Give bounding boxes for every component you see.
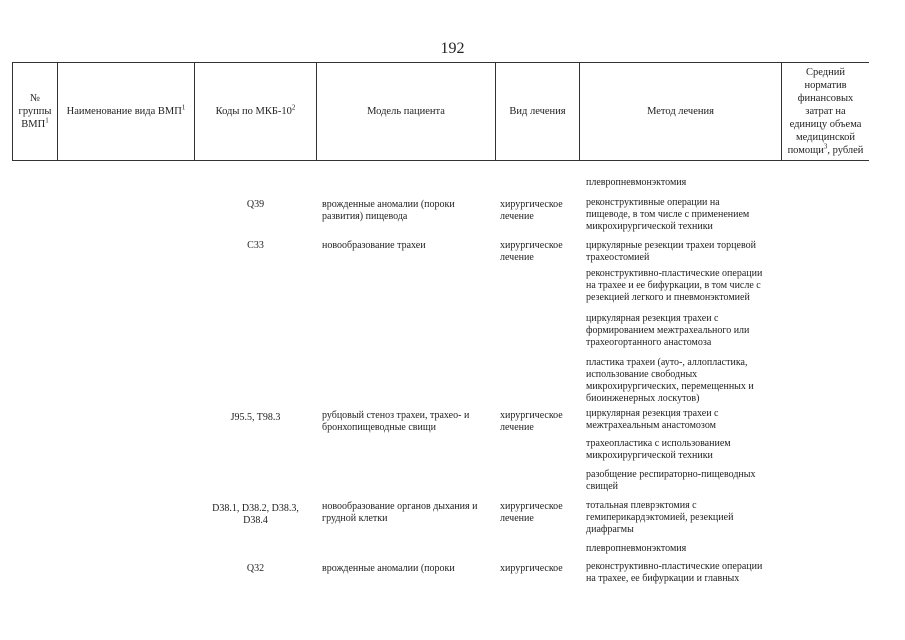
treatment-type-text: хирургическое — [500, 501, 563, 512]
treatment-method-text: микрохирургических, перемещенных и — [586, 381, 754, 392]
treatment-method-text: пластика трахеи (ауто-, аллопластика, — [586, 357, 748, 368]
treatment-method-text: биоинженерных лоскутов) — [586, 393, 700, 404]
treatment-method-text: плевропневмонэктомия — [586, 543, 687, 554]
icd-code: C33 — [247, 240, 264, 251]
treatment-method-text: диафрагмы — [586, 524, 634, 535]
treatment-method-text: плевропневмонэктомия — [586, 177, 687, 188]
treatment-method-text: циркулярная резекция трахеи с — [586, 313, 719, 324]
header-icd-codes: Коды по МКБ-$10^2$ — [215, 103, 296, 117]
treatment-method-text: циркулярные резекции трахеи торцевой — [586, 240, 756, 251]
treatment-method-text: тотальная плеврэктомия с — [586, 500, 697, 511]
treatment-method-text: межтрахеальным анастомозом — [586, 420, 716, 431]
treatment-method-text: на трахее, ее бифуркации и главных — [586, 573, 740, 584]
treatment-method-text: трахеогортанного анастомоза — [586, 337, 712, 348]
patient-model-text: развития) пищевода — [322, 211, 408, 222]
treatment-type-text: хирургическое — [500, 240, 563, 251]
icd-code: J95.5, T98.3 — [230, 412, 281, 423]
icd-code: D38.1, D38.2, D38.3, — [212, 503, 299, 514]
treatment-method-text: использование свободных — [586, 369, 698, 380]
treatment-method-text: микрохирургической техники — [586, 221, 713, 232]
icd-code: Q39 — [246, 199, 265, 210]
treatment-method-text: свищей — [586, 481, 619, 492]
treatment-type-text: лечение — [500, 422, 534, 433]
treatment-method-text: разобщение респираторно-пищеводных — [586, 469, 756, 480]
treatment-method-text: пищеводе, в том числе с применением — [586, 209, 750, 220]
treatment-method-text: реконструктивно-пластические операции — [586, 268, 763, 279]
treatment-method-text: гемиперикардэктомией, резекцией — [586, 512, 734, 523]
patient-model-text: грудной клетки — [322, 513, 388, 524]
header-group-number: № группы ВМП$^1$ — [18, 92, 52, 130]
treatment-type-text: хирургическое — [500, 563, 563, 574]
header-average-cost: Средний норматив финансовых затрат на единицу объема медицинской помощи$^3$, рублей — [787, 66, 864, 156]
treatment-type-text: хирургическое — [500, 199, 563, 210]
patient-model-text: бронхопищеводные свищи — [322, 422, 436, 433]
patient-model-text: врожденные аномалии (пороки — [322, 563, 455, 574]
header-treatment-method: Метод лечения — [647, 105, 714, 117]
treatment-method-text: на трахее и ее бифуркации, в том числе с — [586, 280, 761, 291]
patient-model-text: рубцовый стеноз трахеи, трахео- и — [322, 410, 470, 421]
treatment-method-text: микрохирургической техники — [586, 450, 713, 461]
treatment-method-text: формированием межтрахеального или — [586, 325, 750, 336]
treatment-type-text: лечение — [500, 211, 534, 222]
header-patient-model: Модель пациента — [367, 105, 445, 117]
treatment-type-text: лечение — [500, 513, 534, 524]
treatment-method-text: реконструктивные операции на — [586, 197, 720, 208]
page-number: 192 — [440, 40, 465, 57]
treatment-method-text: резекцией легкого и пневмонэктомией — [586, 292, 750, 303]
icd-code: Q32 — [246, 563, 265, 574]
header-vmp-name: Наименование вида ВМП$^1$ — [66, 103, 186, 117]
patient-model-text: новообразование органов дыхания и — [322, 501, 478, 512]
header-treatment-type: Вид лечения — [509, 105, 566, 117]
patient-model-text: новообразование трахеи — [322, 240, 426, 251]
treatment-method-text: трахеопластика с использованием — [586, 438, 731, 449]
patient-model-text: врожденные аномалии (пороки — [322, 199, 455, 210]
treatment-type-text: лечение — [500, 252, 534, 263]
treatment-method-text: трахеостомией — [586, 252, 650, 263]
treatment-method-text: циркулярная резекция трахеи с — [586, 408, 719, 419]
treatment-method-text: реконструктивно-пластические операции — [586, 561, 763, 572]
treatment-type-text: хирургическое — [500, 410, 563, 421]
header-bottom-border — [12, 160, 869, 161]
icd-code: D38.4 — [243, 515, 268, 526]
